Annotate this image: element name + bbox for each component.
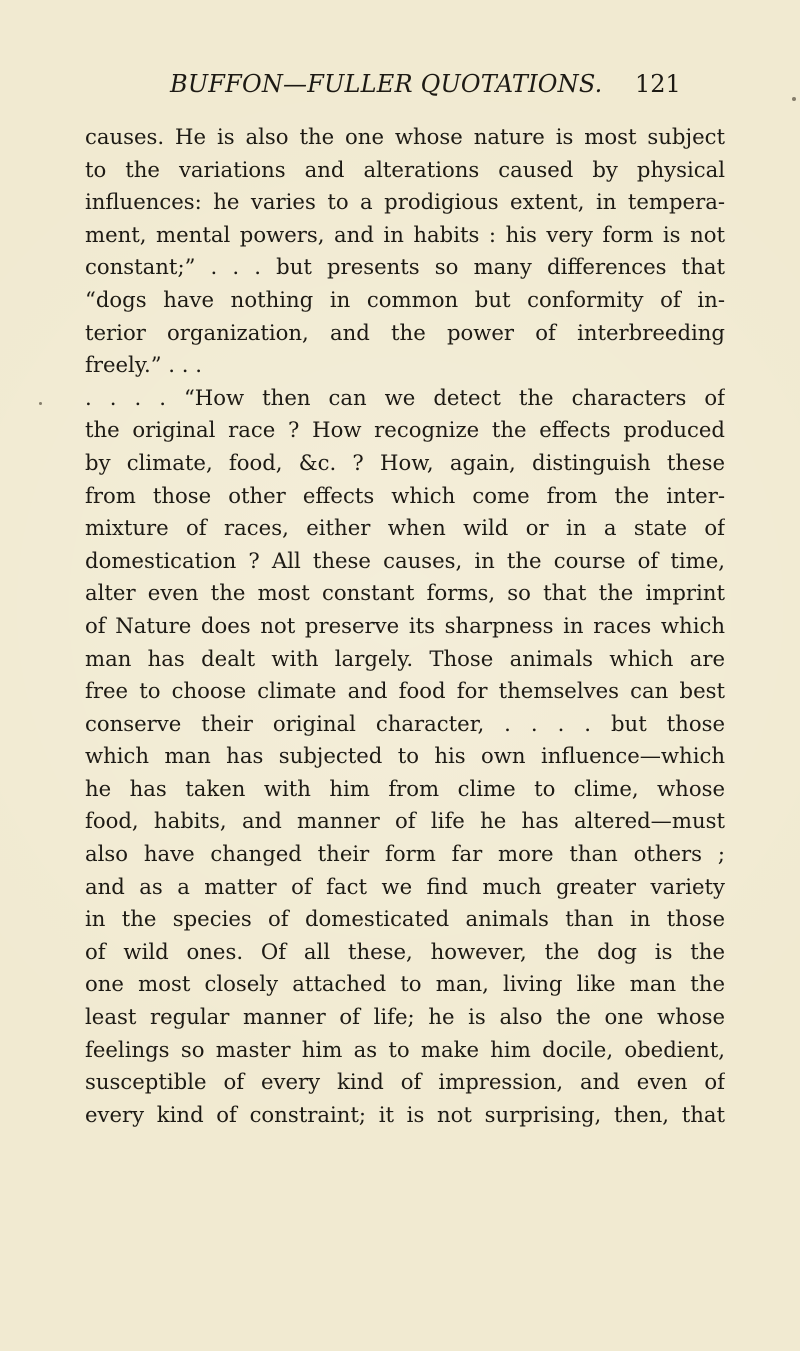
text-line: which man has subjected to his own influence—which (85, 743, 725, 769)
paper-speck (792, 97, 796, 101)
text-line: freely.” . . . (85, 352, 202, 378)
text-line: “dogs have nothing in common but conformity of in- (85, 286, 725, 312)
running-head: BUFFON—FULLER QUOTATIONS. (170, 70, 603, 98)
text-line: man has dealt with largely. Those animals which are (85, 645, 725, 671)
text-line: susceptible of every kind of impression, and even of (85, 1069, 725, 1095)
text-line: least regular manner of life; he is also the one whose (85, 1004, 725, 1030)
text-line: also have changed their form far more than others ; (85, 841, 725, 867)
text-line: terior organization, and the power of interbreeding (85, 319, 725, 345)
text-line: alter even the most constant forms, so that the imprint (85, 580, 725, 606)
text-line: mixture of races, either when wild or in a state of (85, 515, 725, 541)
paper-speck (39, 402, 42, 405)
text-line: one most closely attached to man, living like man the (85, 971, 725, 997)
text-line: of Nature does not preserve its sharpness in races which (85, 612, 725, 638)
text-line: influences: he varies to a prodigious extent, in tempera- (85, 189, 725, 215)
text-line: free to choose climate and food for themselves can best (85, 678, 725, 704)
text-line: ment, mental powers, and in habits : his very form is not (85, 221, 725, 247)
text-line: from those other effects which come from the inter- (85, 482, 725, 508)
text-line: conserve their original character, . . . . but those (85, 710, 725, 736)
page-body-text (85, 121, 725, 1131)
text-line: feelings so master him as to make him docile, obedient, (85, 1036, 725, 1062)
text-line: food, habits, and manner of life he has altered—must (85, 808, 725, 834)
text-line: constant;” . . . but presents so many differences that (85, 254, 725, 280)
text-line: . . . . “How then can we detect the characters of (85, 384, 725, 410)
text-line: causes. He is also the one whose nature is most subject (85, 124, 725, 149)
text-line: domestication ? All these causes, in the course of time, (85, 547, 725, 573)
text-line: he has taken with him from clime to clime, whose (85, 775, 725, 801)
text-line: in the species of domesticated animals than in those (85, 906, 725, 932)
text-line: the original race ? How recognize the effects produced (85, 417, 725, 443)
text-line: by climate, food, &c. ? How, again, distinguish these (85, 449, 725, 475)
text-line: and as a matter of fact we find much greater variety (85, 873, 725, 899)
text-line: to the variations and alterations caused by physical (85, 156, 725, 182)
text-line: every kind of constraint; it is not surprising, then, that (85, 1101, 725, 1127)
text-line: of wild ones. Of all these, however, the dog is the (85, 938, 725, 964)
page-number: 121 (635, 70, 681, 98)
page-header (0, 70, 800, 102)
